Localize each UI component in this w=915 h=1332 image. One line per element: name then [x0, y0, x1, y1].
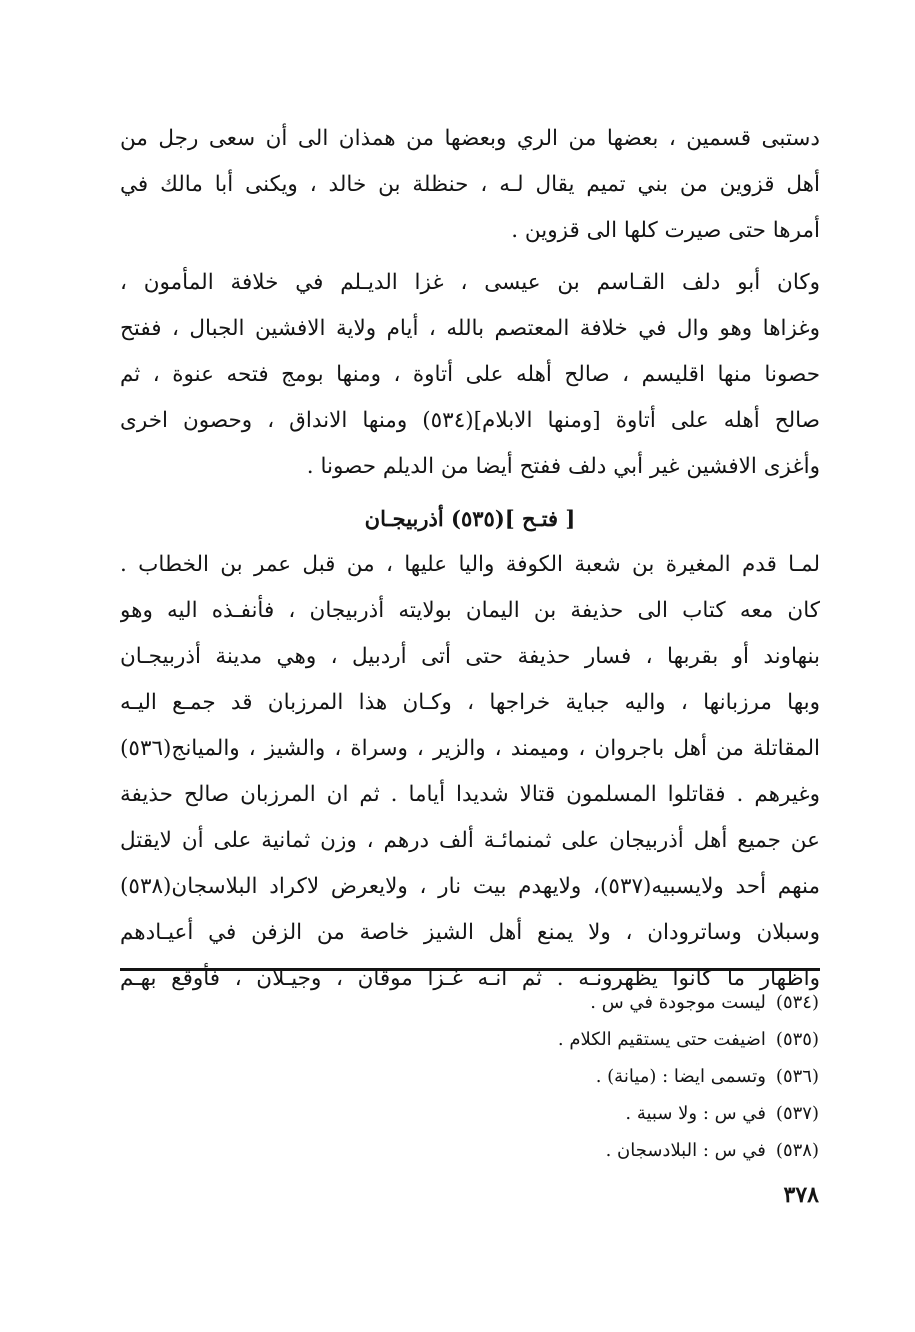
- section-heading: [ فتـح ](٥٣٥) أذربيجـان: [364, 506, 576, 531]
- text-line: بنهاوند أو بقربها ، فسار حذيفة حتى أتى أردبيل ، وهي مدينة أذربيجـان: [120, 644, 820, 669]
- text-line: وكان أبو دلف القـاسم بن عيسى ، غزا الديـلم في خلافة المأمون ،: [120, 270, 820, 295]
- footnote-text: في س : البلادسجان .: [605, 1140, 766, 1161]
- paragraph-2: [120, 260, 820, 490]
- footnote-number: (٥٣٨): [775, 1140, 819, 1161]
- paragraph-1: [120, 116, 820, 254]
- paragraph-3: [120, 542, 820, 1002]
- footnote-text: ليست موجودة في س .: [590, 992, 766, 1013]
- footnote-number: (٥٣٤): [775, 992, 819, 1013]
- footnote: [359, 984, 819, 1021]
- text-line: صالح أهله على أتاوة [ومنها الابلام](٥٣٤) ومنها الانداق ، وحصون اخرى: [120, 408, 820, 433]
- footnote: [359, 1132, 819, 1169]
- text-line: أمرها حتى صيرت كلها الى قزوين .: [511, 218, 820, 243]
- text-line: منهم أحد ولايسبيه(٥٣٧)، ولايهدم بيت نار ، ولايعرض لاكراد البلاسجان(٥٣٨): [120, 874, 820, 899]
- footnote-number: (٥٣٦): [775, 1066, 819, 1087]
- footnote-text: في س : ولا سبية .: [625, 1103, 766, 1124]
- text-line: وأغزى الافشين غير أبي دلف ففتح أيضا من الديلم حصونا .: [306, 454, 820, 479]
- text-line: واظهار ما كانوا يظهرونـه . ثم انـه غـزا موقان ، وجيـلان ، فأوقع بهـم: [120, 966, 820, 991]
- footnote-number: (٥٣٥): [775, 1029, 819, 1050]
- footnote-text: اضيفت حتى يستقيم الكلام .: [557, 1029, 766, 1050]
- footnote: [359, 1021, 819, 1058]
- text-line: وغزاها وهو وال في خلافة المعتصم بالله ، أيام ولاية الافشين الجبال ، ففتح: [120, 316, 820, 341]
- text-line: لمـا قدم المغيرة بن شعبة الكوفة واليا عليها ، من قبل عمر بن الخطاب .: [120, 552, 820, 577]
- text-line: حصونا منها اقليسم ، صالح أهله على أتاوة ، ومنها بومج فتحه عنوة ، ثم: [120, 362, 820, 387]
- text-line: أهل قزوين من بني تميم يقال لـه ، حنظلة بن خالد ، ويكنى أبا مالك في: [120, 172, 820, 197]
- text-line: وغيرهم . فقاتلوا المسلمون قتالا شديدا أياما . ثم ان المرزبان صالح حذيفة: [120, 782, 820, 807]
- text-line: دستبى قسمين ، بعضها من الري وبعضها من همذان الى أن سعى رجل من: [120, 126, 820, 151]
- page-number: ٣٧٨: [783, 1182, 819, 1208]
- footnote: [359, 1095, 819, 1132]
- footnotes: [359, 984, 819, 1169]
- text-line: وسبلان وساترودان ، ولا يمنع أهل الشيز خاصة من الزفن في أعيـادهم: [120, 920, 820, 945]
- footnote-divider: [120, 968, 820, 971]
- text-line: عن جميع أهل أذربيجان على ثمنمائـة ألف درهم ، وزن ثمانية على أن لايقتل: [120, 828, 820, 853]
- footnote-text: وتسمى ايضا : (ميانة) .: [595, 1066, 766, 1087]
- footnote: [359, 1058, 819, 1095]
- text-line: كان معه كتاب الى حذيفة بن اليمان بولايته أذربيجان ، فأنفـذه اليه وهو: [120, 598, 820, 623]
- footnote-number: (٥٣٧): [775, 1103, 819, 1124]
- text-line: وبها مرزبانها ، واليه جباية خراجها ، وكـان هذا المرزبان قد جمـع اليـه: [120, 690, 820, 715]
- text-line: المقاتلة من أهل باجروان ، وميمند ، والزير ، وسراة ، والشيز ، والميانج(٥٣٦): [120, 736, 820, 761]
